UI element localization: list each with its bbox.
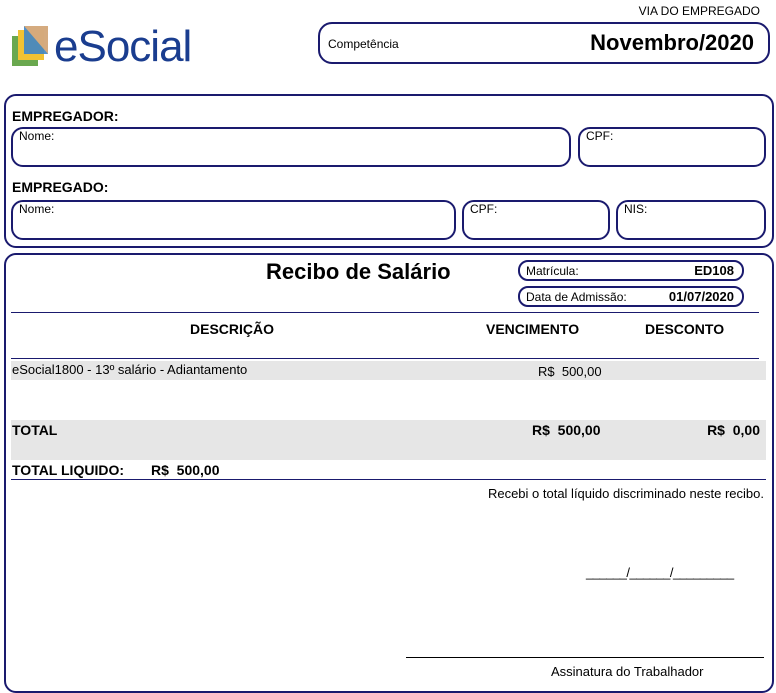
total-liquido-label: TOTAL LIQUIDO: <box>12 462 124 478</box>
table-row <box>11 361 766 380</box>
row-vencimento: R$ 500,00 <box>538 364 602 379</box>
admissao-label: Data de Admissão: <box>526 290 627 304</box>
empregado-cpf-field <box>462 200 610 240</box>
col-descricao-header: DESCRIÇÃO <box>190 321 275 337</box>
empregado-nome-field <box>11 200 456 240</box>
matricula-label: Matrícula: <box>526 264 579 278</box>
table-header-rule <box>11 358 759 359</box>
esocial-logo <box>10 22 210 74</box>
signature-label: Assinatura do Trabalhador <box>551 664 704 679</box>
empregador-nome-field <box>11 127 571 167</box>
total-liquido-value: R$ 500,00 <box>151 462 220 478</box>
admissao-value: 01/07/2020 <box>668 289 734 304</box>
col-vencimento-header: VENCIMENTO <box>486 321 580 337</box>
logo-text: eSocial <box>54 22 192 71</box>
empregado-nome-label: Nome: <box>19 202 55 216</box>
empregado-cpf-label: CPF: <box>470 202 498 216</box>
admissao-field <box>518 286 744 307</box>
total-desconto: R$ 0,00 <box>707 422 760 438</box>
empregado-heading: EMPREGADO: <box>12 179 109 195</box>
empregador-heading: EMPREGADOR: <box>12 108 119 124</box>
empregador-cpf-field <box>578 127 766 167</box>
row-descricao: eSocial1800 - 13º salário - Adiantamento <box>12 362 248 377</box>
competencia-value: Novembro/2020 <box>590 30 754 55</box>
receipt-statement: Recebi o total líquido discriminado neste recibo. <box>487 486 764 501</box>
esocial-logo-icon <box>10 26 52 70</box>
empregado-nis-label: NIS: <box>624 202 648 216</box>
total-vencimento: R$ 500,00 <box>532 422 601 438</box>
date-line: ______/______/_________ <box>586 565 734 580</box>
empregado-nis-field <box>616 200 766 240</box>
matricula-value: ED108 <box>694 263 734 278</box>
empregador-cpf-label: CPF: <box>586 129 614 143</box>
matricula-field <box>518 260 744 281</box>
total-label: TOTAL <box>12 422 58 438</box>
col-desconto-header: DESCONTO <box>645 321 725 337</box>
liquido-rule <box>11 479 766 480</box>
competencia-label: Competência <box>328 37 399 51</box>
recibo-title: Recibo de Salário <box>266 259 451 284</box>
signature-line <box>406 657 764 658</box>
empregador-nome-label: Nome: <box>19 129 55 143</box>
total-row <box>11 420 766 460</box>
via-label: VIA DO EMPREGADO <box>638 4 760 18</box>
competencia-box <box>318 22 770 64</box>
table-top-rule <box>11 312 759 313</box>
